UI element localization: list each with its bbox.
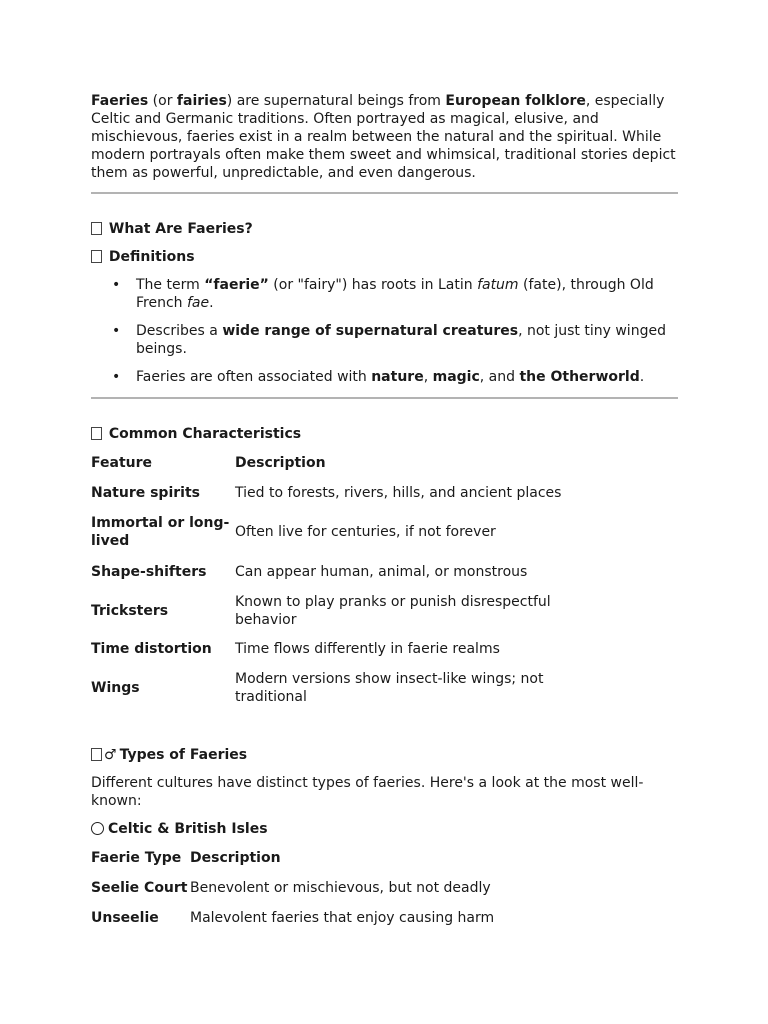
text: The term (136, 277, 205, 293)
description-cell: Modern versions show insect-like wings; not traditional (235, 671, 544, 705)
feature-cell: Immortal or long-lived (91, 515, 230, 549)
horizontal-rule (91, 397, 678, 399)
feature-cell: Nature spirits (91, 485, 200, 501)
term-fatum: fatum (477, 277, 519, 293)
intro-text: ) are supernatural beings from (226, 93, 446, 109)
text: Describes a (136, 323, 223, 339)
text: , not just tiny winged beings. (136, 323, 666, 357)
term-fairies: fairies (176, 93, 227, 109)
list-item (136, 322, 666, 358)
feature-cell: Shape-shifters (91, 564, 207, 580)
intro-paragraph (91, 92, 679, 182)
faerie-type-cell: Seelie Court (91, 880, 188, 896)
missing-glyph-icon (91, 250, 102, 263)
term-magic: magic (432, 369, 480, 385)
heading-types-of-faeries (91, 746, 247, 764)
missing-glyph-icon (91, 748, 102, 761)
faerie-type-cell: Unseelie (91, 910, 159, 926)
description-cell: Tied to forests, rivers, hills, and ancient places (235, 485, 562, 501)
heading-text: Celtic & British Isles (108, 821, 268, 837)
text: , (423, 369, 433, 385)
column-header-faerie-type: Faerie Type (91, 850, 182, 866)
missing-glyph-icon (91, 222, 102, 235)
horizontal-rule (91, 192, 678, 194)
heading-text: What Are Faeries? (108, 221, 253, 237)
text: (or "fairy") has roots in Latin (268, 277, 478, 293)
term-faeries: Faeries (91, 93, 149, 109)
term-european-folklore: European folklore (445, 93, 586, 109)
feature-cell: Time distortion (91, 641, 212, 657)
missing-glyph-icon (91, 427, 102, 440)
term-otherworld: the Otherworld (519, 369, 640, 385)
heading-celtic-british-isles (91, 820, 268, 838)
heading-text: Common Characteristics (108, 426, 302, 442)
list-item (136, 276, 666, 312)
column-header-feature: Feature (91, 455, 152, 471)
description-cell: Time flows differently in faerie realms (235, 641, 500, 657)
description-cell: Often live for centuries, if not forever (235, 524, 496, 540)
male-sign-icon: ♂ (104, 747, 117, 763)
intro-text: (or (148, 93, 177, 109)
column-header-description: Description (190, 850, 281, 866)
text: . (209, 295, 214, 311)
term-faerie: “faerie” (204, 277, 269, 293)
heading-what-are-faeries (91, 220, 253, 238)
list-item (136, 368, 666, 386)
term-fae: fae (187, 295, 210, 311)
description-cell: Benevolent or mischievous, but not deadly (190, 880, 491, 896)
heading-common-characteristics (91, 425, 301, 443)
description-cell: Malevolent faeries that enjoy causing harm (190, 910, 495, 926)
heading-text: Definitions (108, 249, 195, 265)
column-header-description: Description (235, 455, 326, 471)
description-cell: Can appear human, animal, or monstrous (235, 564, 528, 580)
text: , and (479, 369, 520, 385)
circle-icon (91, 822, 104, 835)
feature-cell: Tricksters (91, 603, 169, 619)
heading-text: Types of Faeries (119, 747, 248, 763)
heading-definitions (91, 248, 195, 266)
term-nature: nature (371, 369, 424, 385)
term-supernatural-creatures: wide range of supernatural creatures (222, 323, 519, 339)
intro-text: , especially Celtic and Germanic traditions. Often portrayed as magical, elusive, and mischievous, faeries exist in a realm between the natural and the spiritual. While modern portrayals often make them sweet and whimsical, traditional stories depict them as powerful, unpredictable, and even dangerous. (91, 93, 676, 181)
description-cell: Known to play pranks or punish disrespectful behavior (235, 594, 551, 628)
text: Faeries are often associated with (136, 369, 372, 385)
text: (fate), through Old French (136, 277, 654, 311)
feature-cell: Wings (91, 680, 140, 696)
types-intro-paragraph: Different cultures have distinct types of faeries. Here's a look at the most well-known: (91, 775, 644, 809)
text: . (639, 369, 645, 385)
